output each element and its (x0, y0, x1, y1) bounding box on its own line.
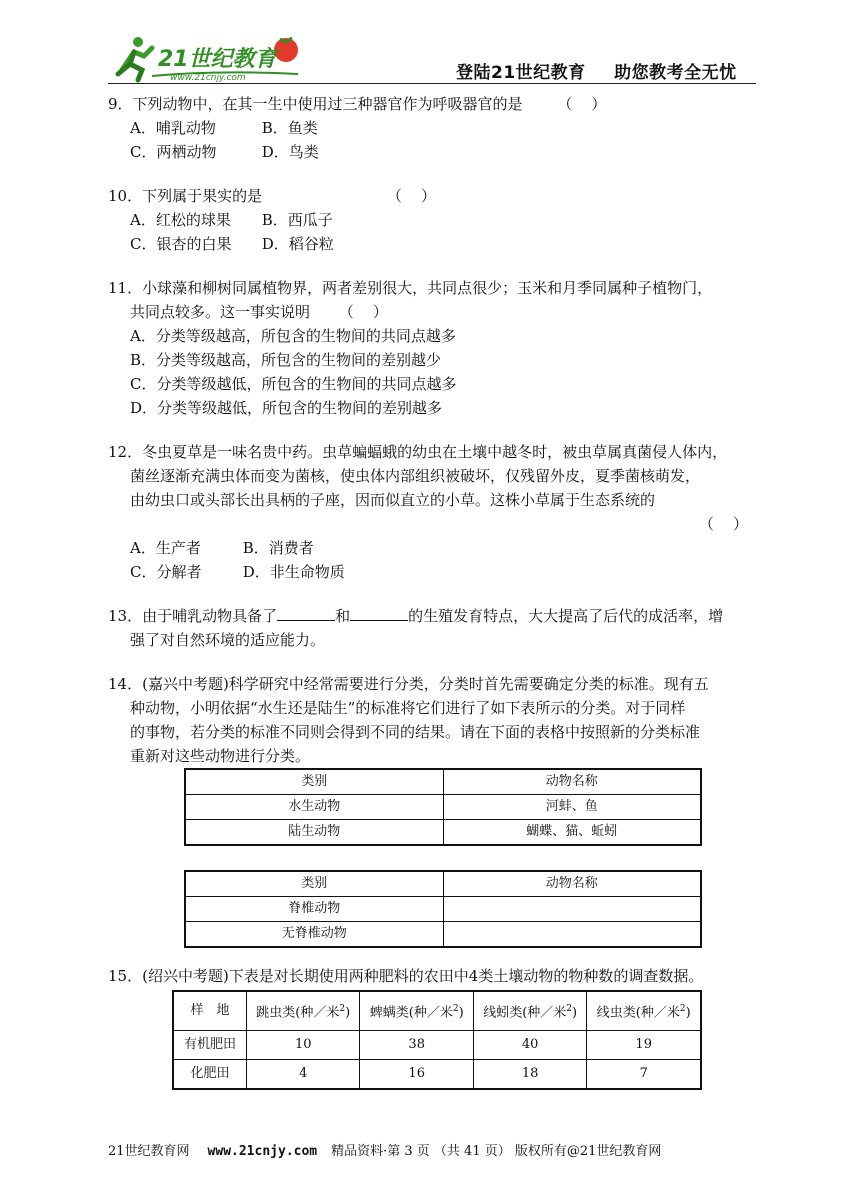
footer-url-link[interactable]: www.21cnjy.com (207, 1144, 318, 1159)
question-stem-mid: 和 (335, 607, 351, 625)
answer-paren: （ ） (386, 187, 436, 205)
table-cell: 无脊椎动物 (185, 922, 443, 948)
header-slogan (456, 58, 737, 83)
answer-cell[interactable] (443, 922, 701, 948)
answer-paren: （ ） (698, 515, 748, 533)
question-stem-cont: 种动物，小明依据“水生还是陆生”的标准将它们进行了如下表所示的分类。对于同样 (130, 699, 686, 717)
question-stem-cont: 由幼虫口或头部长出具柄的子座，因而似直立的小草。这株小草属于生态系统的 (130, 491, 656, 509)
answer-paren: （ ） (557, 95, 607, 113)
table-cell: 有机肥田 (173, 1031, 247, 1060)
options (108, 116, 758, 164)
question-list (108, 92, 758, 1110)
question-stem: 12．冬虫夏草是一味名贵中药。虫草蝙蝠蛾的幼虫在土壤中越冬时，被虫草属真菌侵人体内， (108, 443, 728, 461)
options (108, 536, 758, 584)
table-header-row (185, 769, 701, 795)
table-header: 动物名称 (443, 871, 701, 897)
option-d: D．分类等级越低，所包含的生物间的差别越多 (130, 399, 443, 417)
table-row (185, 795, 701, 820)
options (108, 324, 758, 420)
table-header-row (173, 991, 701, 1031)
site-logo[interactable] (108, 30, 308, 86)
soil-animal-table (172, 990, 702, 1090)
table-cell: 18 (473, 1060, 586, 1090)
table-cell: 化肥田 (173, 1060, 247, 1090)
question-stem-cont: 菌丝逐渐充满虫体而变为菌核，使虫体内部组织被破坏，仅残留外皮，夏季菌核萌发， (130, 467, 701, 485)
slogan-left: 登陆21世纪教育 (456, 63, 586, 83)
slogan-right: 助您教考全无忧 (614, 63, 737, 83)
question-stem: 10．下列属于果实的是 (108, 187, 263, 205)
logo-text: 21世纪教育 (158, 47, 277, 72)
option-a: A．生产者 (130, 539, 201, 557)
question-stem: 14．(嘉兴中考题)科学研究中经常需要进行分类，分类时首先需要确定分类的标准。现有五 (108, 675, 709, 693)
option-b: B．鱼类 (261, 119, 318, 137)
question-stem-cont: 强了对自然环境的适应能力。 (130, 631, 326, 649)
question-stem: 15．(绍兴中考题)下表是对长期使用两种肥料的农田中4类土壤动物的物种数的调查数据。 (108, 967, 704, 985)
answer-paren: （ ） (338, 303, 388, 321)
question-11 (108, 276, 758, 420)
table-cell: 16 (360, 1060, 473, 1090)
question-stem-cont: 的事物，若分类的标准不同则会得到不同的结果。请在下面的表格中按照新的分类标准 (130, 723, 701, 741)
option-a: A．哺乳动物 (130, 119, 216, 137)
question-13 (108, 604, 758, 652)
classification-table-habitat (184, 768, 702, 846)
table-header: 蜱螨类(种／米$^2$) (360, 991, 473, 1031)
option-d: D．稻谷粒 (261, 235, 334, 253)
answer-blank-1[interactable] (277, 604, 335, 621)
table-row (173, 1031, 701, 1060)
table-header: 动物名称 (443, 769, 701, 795)
option-c: C．银杏的白果 (130, 235, 232, 253)
table-row (185, 820, 701, 846)
header-divider (108, 83, 756, 84)
option-c: C．两栖动物 (130, 143, 217, 161)
option-a: A．红松的球果 (130, 211, 231, 229)
table-header: 样 地 (173, 991, 247, 1031)
question-stem-cont: 共同点较多。这一事实说明 (130, 303, 311, 321)
footer-info: 精品资料·第 3 页 （共 41 页） 版权所有@21世纪教育网 (331, 1144, 662, 1159)
page-footer (108, 1140, 661, 1159)
table-cell: 10 (247, 1031, 360, 1060)
table-cell: 19 (587, 1031, 701, 1060)
logo-graphic (108, 30, 308, 86)
table-header-row (185, 871, 701, 897)
option-b: B．消费者 (242, 539, 314, 557)
options (108, 208, 758, 256)
option-a: A．分类等级越高，所包含的生物间的共同点越多 (130, 327, 456, 345)
logo-url: www.21cnjy.com (170, 73, 246, 83)
question-stem-end: 的生殖发育特点，大大提高了后代的成活率，增 (408, 607, 724, 625)
option-d: D．鸟类 (261, 143, 319, 161)
question-10 (108, 184, 758, 256)
table-header: 跳虫类(种／米$^2$) (247, 991, 360, 1031)
option-c: C．分解者 (130, 563, 202, 581)
table-cell: 7 (587, 1060, 701, 1090)
table-cell: 水生动物 (185, 795, 443, 820)
option-d: D．非生命物质 (242, 563, 345, 581)
option-b: B．分类等级越高，所包含的生物间的差别越少 (130, 351, 442, 369)
option-c: C．分类等级越低，所包含的生物间的共同点越多 (130, 375, 457, 393)
answer-blank-2[interactable] (350, 604, 408, 621)
question-9 (108, 92, 758, 164)
question-stem: 13．由于哺乳动物具备了 (108, 607, 278, 625)
classification-table-vertebrate (184, 870, 702, 948)
table-cell: 蝴蝶、猫、蚯蚓 (443, 820, 701, 846)
table-cell: 河蚌、鱼 (443, 795, 701, 820)
table-cell: 38 (360, 1031, 473, 1060)
table-header: 线虫类(种／米$^2$) (587, 991, 701, 1031)
question-stem: 9．下列动物中，在其一生中使用过三种器官作为呼吸器官的是 (108, 95, 523, 113)
option-b: B．西瓜子 (261, 211, 333, 229)
table-cell: 40 (473, 1031, 586, 1060)
question-15 (108, 964, 758, 1090)
table-cell: 陆生动物 (185, 820, 443, 846)
table-header: 线蚓类(种／米$^2$) (473, 991, 586, 1031)
table-row (185, 922, 701, 948)
table-header: 类别 (185, 769, 443, 795)
table-cell: 脊椎动物 (185, 897, 443, 922)
question-stem-cont: 重新对这些动物进行分类。 (130, 747, 311, 765)
question-14 (108, 672, 758, 948)
table-row (185, 897, 701, 922)
question-stem: 11．小球藻和柳树同属植物界，两者差别很大，共同点很少；玉米和月季同属种子植物门， (108, 279, 713, 297)
table-cell: 4 (247, 1060, 360, 1090)
footer-site: 21世纪教育网 (108, 1144, 190, 1159)
answer-cell[interactable] (443, 897, 701, 922)
table-row (173, 1060, 701, 1090)
table-header: 类别 (185, 871, 443, 897)
question-12 (108, 440, 758, 584)
